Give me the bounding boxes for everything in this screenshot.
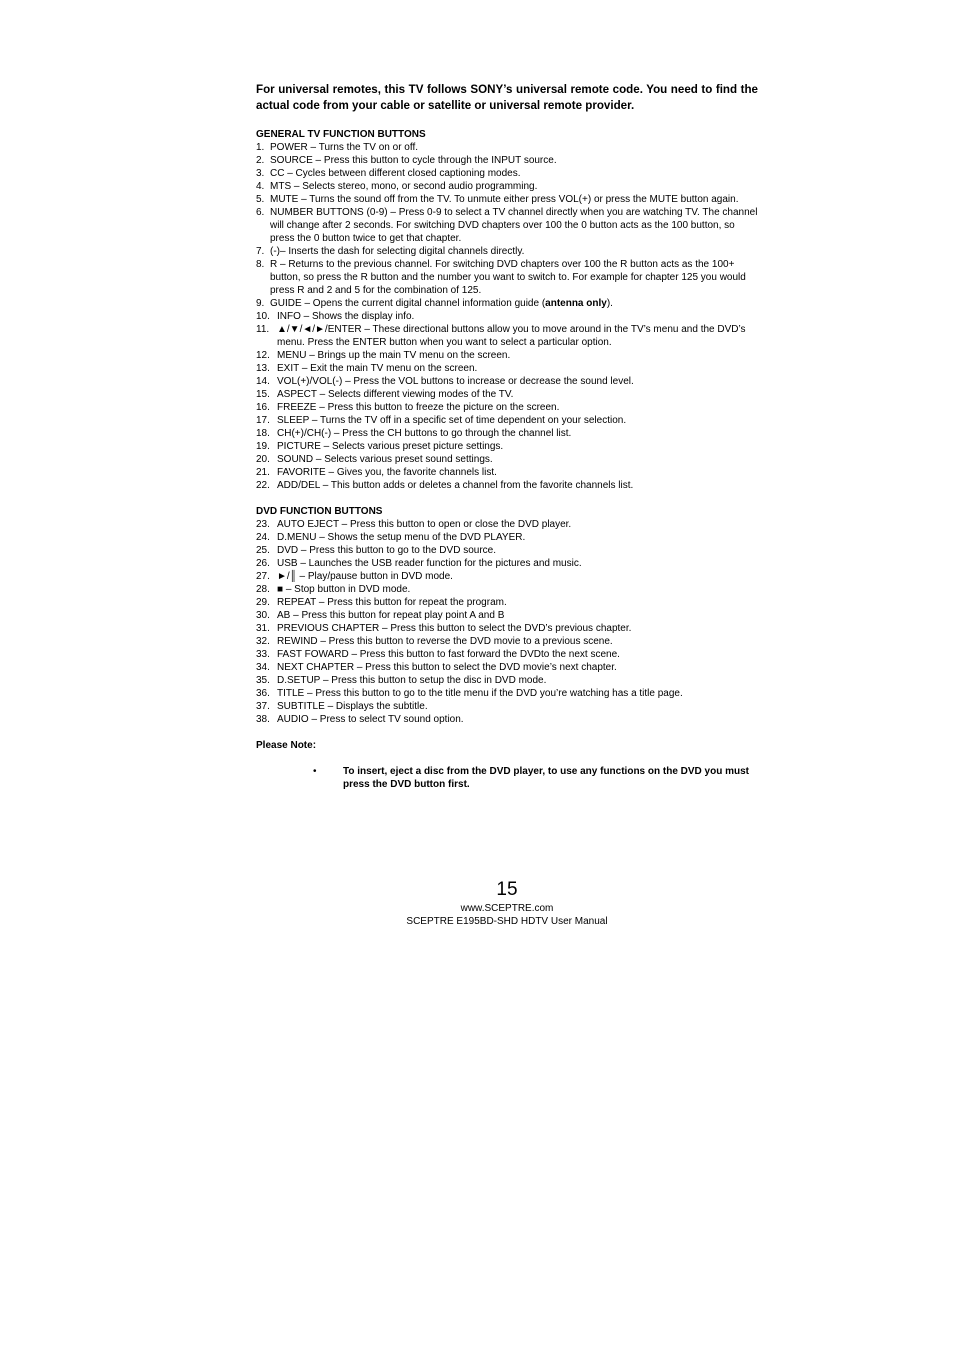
- list-item-number: 25.: [256, 545, 270, 556]
- list-item-text: [277, 583, 758, 596]
- list-item-number: 24.: [256, 532, 270, 543]
- list-item-main-text: GUIDE – Opens the current digital channel information guide (: [270, 298, 546, 309]
- list-item-text: [277, 713, 758, 726]
- list-item-main-text: REWIND – Press this button to reverse the DVD movie to a previous scene.: [277, 636, 613, 647]
- list-item-main-text: ►/║ – Play/pause button in DVD mode.: [277, 571, 453, 582]
- list-item-number: 16.: [256, 402, 270, 413]
- list-item-number: 2.: [256, 155, 265, 166]
- list-item-text: [270, 167, 758, 180]
- footer-manual-title: SCEPTRE E195BD-SHD HDTV User Manual: [406, 916, 608, 927]
- list-item-text: [277, 349, 758, 362]
- list-item-main-text: NUMBER BUTTONS (0-9) – Press 0-9 to select a TV channel directly when you are watching TV. The channel will change after 2 seconds. For switching DVD chapters over 100 the 0 button acts as the 100 button, so press the 0 button twice to get that chapter.: [270, 207, 758, 244]
- list-item: [256, 258, 758, 297]
- list-item-number: 36.: [256, 688, 270, 699]
- list-item-number: 6.: [256, 207, 265, 218]
- list-item-number: 27.: [256, 571, 270, 582]
- list-item-number: 15.: [256, 389, 270, 400]
- list-item-text: [277, 323, 758, 349]
- list-item: [256, 310, 758, 323]
- list-item-number: 30.: [256, 610, 270, 621]
- list-item: [256, 570, 758, 583]
- document-page: [256, 82, 758, 791]
- page-number: 15: [496, 879, 518, 900]
- list-item-main-text: POWER – Turns the TV on or off.: [270, 142, 419, 153]
- list-item-text: [277, 440, 758, 453]
- footer-website: www.SCEPTRE.com: [460, 903, 554, 914]
- list-item-main-text: DVD – Press this button to go to the DVD source.: [277, 545, 496, 556]
- list-item: [256, 583, 758, 596]
- list-item: [256, 635, 758, 648]
- list-item: [256, 245, 758, 258]
- list-item-main-text: EXIT – Exit the main TV menu on the screen.: [277, 363, 478, 374]
- list-item-text: [277, 375, 758, 388]
- list-item: [256, 297, 758, 310]
- list-item-text: [270, 193, 758, 206]
- list-item-main-text: FAVORITE – Gives you, the favorite channels list.: [277, 467, 497, 478]
- list-item: [256, 323, 758, 349]
- list-item: [256, 557, 758, 570]
- list-item-text: [277, 466, 758, 479]
- list-item-main-text: MTS – Selects stereo, mono, or second audio programming.: [270, 181, 538, 192]
- list-item: [256, 453, 758, 466]
- list-item-text: [277, 362, 758, 375]
- list-item-number: 28.: [256, 584, 270, 595]
- list-item-main-text: SLEEP – Turns the TV off in a specific set of time dependent on your selection.: [277, 415, 627, 426]
- list-item-number: 8.: [256, 259, 265, 270]
- list-item-number: 13.: [256, 363, 270, 374]
- list-item: [256, 648, 758, 661]
- list-item-text: [270, 297, 758, 310]
- list-item-text: [277, 414, 758, 427]
- list-item-main-text: SUBTITLE – Displays the subtitle.: [277, 701, 428, 712]
- list-item-text: [277, 661, 758, 674]
- list-item-text: [277, 531, 758, 544]
- list-item-text: [270, 180, 758, 193]
- list-item-number: 23.: [256, 519, 270, 530]
- list-item: [256, 544, 758, 557]
- list-item: [256, 180, 758, 193]
- list-item-number: 10.: [256, 311, 270, 322]
- list-item-main-text: USB – Launches the USB reader function for the pictures and music.: [277, 558, 582, 569]
- list-item: [256, 375, 758, 388]
- list-item: [256, 154, 758, 167]
- list-item: [256, 193, 758, 206]
- general-function-list: [256, 141, 758, 492]
- list-item-text: [277, 635, 758, 648]
- list-item-number: 21.: [256, 467, 270, 478]
- page-footer: [256, 878, 758, 928]
- list-item-text: [277, 544, 758, 557]
- list-item: [256, 362, 758, 375]
- dvd-section-title: DVD FUNCTION BUTTONS: [256, 506, 383, 517]
- list-item-number: 11.: [256, 324, 270, 335]
- list-item-number: 32.: [256, 636, 270, 647]
- list-item-text: [277, 427, 758, 440]
- list-item-number: 31.: [256, 623, 270, 634]
- list-item-text: [270, 258, 758, 297]
- list-item: [256, 713, 758, 726]
- list-item-number: 37.: [256, 701, 270, 712]
- note-bullet: [256, 765, 758, 791]
- list-item-number: 1.: [256, 142, 265, 153]
- list-item-text: [270, 154, 758, 167]
- list-item-text: [277, 557, 758, 570]
- list-item-main-text: AB – Press this button for repeat play point A and B: [277, 610, 505, 621]
- list-item-emphasis: antenna only: [545, 298, 607, 309]
- list-item-main-text: ■ – Stop button in DVD mode.: [277, 584, 411, 595]
- list-item-number: 14.: [256, 376, 270, 387]
- list-item-text: [277, 674, 758, 687]
- list-item-text: [277, 648, 758, 661]
- list-item-number: 34.: [256, 662, 270, 673]
- list-item-main-text: REPEAT – Press this button for repeat the program.: [277, 597, 507, 608]
- list-item: [256, 518, 758, 531]
- list-item-main-text: ASPECT – Selects different viewing modes of the TV.: [277, 389, 514, 400]
- list-item: [256, 674, 758, 687]
- list-item-main-text: SOURCE – Press this button to cycle through the INPUT source.: [270, 155, 557, 166]
- list-item-main-text: FAST FOWARD – Press this button to fast forward the DVDto the next scene.: [277, 649, 620, 660]
- list-item: [256, 479, 758, 492]
- list-item-number: 5.: [256, 194, 265, 205]
- list-item-main-text: PREVIOUS CHAPTER – Press this button to select the DVD’s previous chapter.: [277, 623, 632, 634]
- list-item-number: 4.: [256, 181, 265, 192]
- list-item-main-text: MENU – Brings up the main TV menu on the screen.: [277, 350, 511, 361]
- list-item: [256, 687, 758, 700]
- list-item-main-text: PICTURE – Selects various preset picture settings.: [277, 441, 504, 452]
- list-item-text: [277, 570, 758, 583]
- list-item-text: [277, 518, 758, 531]
- list-item-text: [277, 310, 758, 323]
- list-item-text: [277, 622, 758, 635]
- list-item: [256, 466, 758, 479]
- list-item-number: 3.: [256, 168, 265, 179]
- list-item: [256, 700, 758, 713]
- list-item-number: 26.: [256, 558, 270, 569]
- list-item-number: 9.: [256, 298, 265, 309]
- list-item-number: 19.: [256, 441, 270, 452]
- list-item: [256, 206, 758, 245]
- note-title: Please Note:: [256, 740, 317, 751]
- bullet-icon: •: [313, 766, 317, 777]
- list-item-main-text: MUTE – Turns the sound off from the TV. To unmute either press VOL(+) or press the MUTE button again.: [270, 194, 739, 205]
- list-item-number: 22.: [256, 480, 270, 491]
- list-item-text: [270, 245, 758, 258]
- list-item-main-text: ▲/▼/◄/►/ENTER – These directional buttons allow you to move around in the TV’s menu and the DVD’s menu. Press the ENTER button when you want to select a particular option.: [277, 324, 746, 348]
- list-item: [256, 401, 758, 414]
- list-item-main-text: TITLE – Press this button to go to the title menu if the DVD you’re watching has a title page.: [277, 688, 683, 699]
- list-item: [256, 414, 758, 427]
- list-item-text: [277, 479, 758, 492]
- note-bullet-text: To insert, eject a disc from the DVD player, to use any functions on the DVD you must press the DVD button first.: [343, 766, 750, 790]
- list-item-text: [277, 700, 758, 713]
- list-item-number: 7.: [256, 246, 265, 257]
- list-item-number: 33.: [256, 649, 270, 660]
- list-item: [256, 440, 758, 453]
- list-item-text: [277, 687, 758, 700]
- list-item: [256, 661, 758, 674]
- list-item-trailing-text: ).: [606, 298, 613, 309]
- list-item: [256, 609, 758, 622]
- list-item-main-text: AUTO EJECT – Press this button to open or close the DVD player.: [277, 519, 572, 530]
- list-item-number: 18.: [256, 428, 270, 439]
- list-item-text: [270, 141, 758, 154]
- list-item-text: [277, 388, 758, 401]
- list-item-main-text: SOUND – Selects various preset sound settings.: [277, 454, 493, 465]
- list-item-main-text: AUDIO – Press to select TV sound option.: [277, 714, 464, 725]
- list-item-main-text: D.SETUP – Press this button to setup the disc in DVD mode.: [277, 675, 547, 686]
- list-item: [256, 388, 758, 401]
- list-item: [256, 167, 758, 180]
- list-item-main-text: ADD/DEL – This button adds or deletes a channel from the favorite channels list.: [277, 480, 634, 491]
- list-item-text: [270, 206, 758, 245]
- list-item-number: 12.: [256, 350, 270, 361]
- list-item-number: 29.: [256, 597, 270, 608]
- list-item-main-text: FREEZE – Press this button to freeze the picture on the screen.: [277, 402, 560, 413]
- list-item-main-text: D.MENU – Shows the setup menu of the DVD PLAYER.: [277, 532, 526, 543]
- list-item-main-text: CC – Cycles between different closed captioning modes.: [270, 168, 521, 179]
- list-item-main-text: VOL(+)/VOL(-) – Press the VOL buttons to increase or decrease the sound level.: [277, 376, 634, 387]
- list-item-main-text: INFO – Shows the display info.: [277, 311, 415, 322]
- dvd-function-list: [256, 518, 758, 726]
- list-item-main-text: R – Returns to the previous channel. For switching DVD chapters over 100 the R button acts as the 100+ button, so press the R button and the number you want to switch to. For example for chapter 125 you would press R and 2 and 5 for the combination of 125.: [270, 259, 746, 296]
- list-item-text: [277, 453, 758, 466]
- list-item-text: [277, 596, 758, 609]
- list-item: [256, 622, 758, 635]
- list-item-number: 38.: [256, 714, 270, 725]
- list-item: [256, 427, 758, 440]
- general-section-title: GENERAL TV FUNCTION BUTTONS: [256, 129, 426, 140]
- list-item-main-text: (-)– Inserts the dash for selecting digital channels directly.: [270, 246, 525, 257]
- list-item-number: 20.: [256, 454, 270, 465]
- list-item: [256, 349, 758, 362]
- list-item: [256, 531, 758, 544]
- list-item: [256, 141, 758, 154]
- list-item: [256, 596, 758, 609]
- list-item-text: [277, 609, 758, 622]
- list-item-text: [277, 401, 758, 414]
- list-item-main-text: NEXT CHAPTER – Press this button to select the DVD movie’s next chapter.: [277, 662, 617, 673]
- list-item-number: 17.: [256, 415, 270, 426]
- intro-paragraph: For universal remotes, this TV follows SONY’s universal remote code. You need to find the actual code from your cable or satellite or universal remote provider.: [256, 83, 758, 112]
- list-item-main-text: CH(+)/CH(-) – Press the CH buttons to go through the channel list.: [277, 428, 572, 439]
- list-item-number: 35.: [256, 675, 270, 686]
